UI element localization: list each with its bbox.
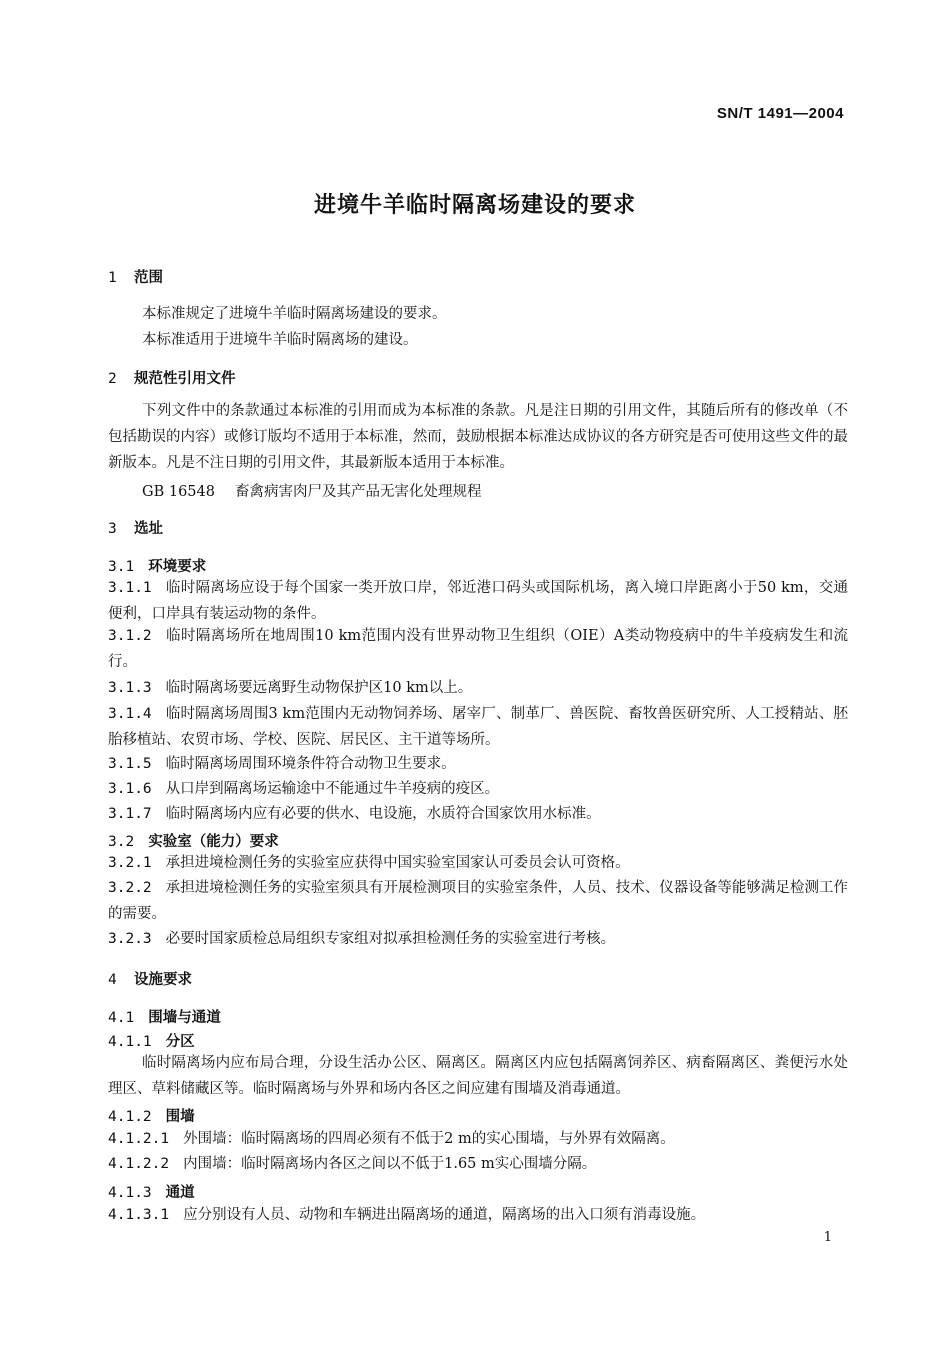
subsection-title: 围墙与通道 (148, 1010, 221, 1026)
subsection-title: 分区 (165, 1034, 195, 1050)
clause-number: 4.1.3.1 (108, 1207, 170, 1223)
section-number: 3 (108, 521, 117, 537)
clause-text: 临时隔离场周围环境条件符合动物卫生要求。 (165, 756, 456, 772)
clause (108, 575, 848, 627)
section-4-heading (108, 968, 192, 989)
clause-text: 承担进境检测任务的实验室须具有开展检测项目的实验室条件，人员、技术、仪器设备等能够满足检测工作的需要。 (108, 880, 848, 922)
clause-number: 3.1.4 (108, 706, 152, 722)
clause (108, 1151, 848, 1177)
section-number: 4 (108, 972, 117, 988)
clause (108, 801, 848, 827)
clause (108, 1126, 848, 1152)
subsection-title: 实验室（能力）要求 (148, 834, 279, 850)
clause (108, 751, 848, 777)
normative-reference (142, 480, 481, 501)
clause-text: 临时隔离场内应有必要的供水、电设施，水质符合国家饮用水标准。 (165, 806, 601, 822)
reference-title: 畜禽病害肉尸及其产品无害化处理规程 (234, 484, 482, 500)
section-number: 2 (108, 371, 117, 387)
clause-number: 3.2.1 (108, 855, 152, 871)
clause-text: 临时隔离场要远离野生动物保护区10 km以上。 (165, 680, 473, 696)
clause-number: 3.1.1 (108, 580, 152, 596)
clause (108, 701, 848, 753)
clause-number: 4.1.2.1 (108, 1131, 170, 1147)
clause-number: 3.1.6 (108, 781, 152, 797)
clause-number: 3.1.3 (108, 680, 152, 696)
clause-number: 4.1.2.2 (108, 1156, 170, 1172)
clause (108, 850, 848, 876)
paragraph: 本标准适用于进境牛羊临时隔离场的建设。 (142, 332, 418, 348)
paragraph: 下列文件中的条款通过本标准的引用而成为本标准的条款。凡是注日期的引用文件，其随后所有的修改单（不包括勘误的内容）或修订版均不适用于本标准，然而，鼓励根据本标准达成协议的各方研究是否可使用这些文件的最新版本。凡是不注日期的引用文件，其最新版本适用于本标准。 (108, 403, 848, 471)
subsection-number: 4.1.3 (108, 1185, 152, 1201)
clause-text: 临时隔离场周围3 km范围内无动物饲养场、屠宰厂、制革厂、兽医院、畜牧兽医研究所、人工授精站、胚胎移植站、农贸市场、学校、医院、居民区、主干道等场所。 (108, 706, 848, 748)
subsection-heading (108, 1006, 221, 1027)
subsection-title: 通道 (165, 1185, 195, 1201)
reference-standard: GB 16548 (142, 484, 215, 500)
clause-text: 临时隔离场所在地周围10 km范围内没有世界动物卫生组织（OIE）A类动物疫病中的牛羊疫病发生和流行。 (108, 628, 848, 670)
clause (108, 875, 848, 927)
page-number: 1 (823, 1230, 832, 1245)
subsection-heading (108, 555, 206, 576)
subsection-number: 3.2 (108, 834, 135, 850)
subsection-number: 4.1.1 (108, 1034, 152, 1050)
clause-text: 临时隔离场应设于每个国家一类开放口岸，邻近港口码头或国际机场，离入境口岸距离小于50 km，交通便利，口岸具有装运动物的条件。 (108, 580, 848, 622)
subsection-heading (108, 1181, 195, 1202)
paragraph: 本标准规定了进境牛羊临时隔离场建设的要求。 (142, 306, 447, 322)
section-number: 1 (108, 270, 117, 286)
subsection-number: 4.1.2 (108, 1109, 152, 1125)
standard-code: SN/T 1491—2004 (716, 105, 844, 122)
clause (108, 675, 848, 701)
clause-text: 内围墙：临时隔离场内各区之间以不低于1.65 m实心围墙分隔。 (183, 1156, 597, 1172)
section-title: 规范性引用文件 (134, 371, 236, 387)
clause (108, 1202, 848, 1228)
document-title: 进境牛羊临时隔离场建设的要求 (313, 193, 636, 218)
subsection-number: 4.1 (108, 1010, 135, 1026)
subsection-title: 环境要求 (148, 559, 207, 575)
clause-number: 3.2.3 (108, 931, 152, 947)
section-title: 范围 (134, 270, 163, 286)
clause-text: 承担进境检测任务的实验室应获得中国实验室国家认可委员会认可资格。 (165, 855, 630, 871)
clause-text: 外围墙：临时隔离场的四周必须有不低于2 m的实心围墙，与外界有效隔离。 (183, 1131, 675, 1147)
clause (108, 926, 848, 952)
clause-text: 从口岸到隔离场运输途中不能通过牛羊疫病的疫区。 (165, 781, 500, 797)
subsection-heading (108, 1105, 195, 1126)
subsection-title: 围墙 (165, 1109, 195, 1125)
clause-number: 3.1.5 (108, 756, 152, 772)
clause-number: 3.1.2 (108, 628, 152, 644)
section-1-heading (108, 266, 163, 287)
subsection-heading (108, 1030, 195, 1051)
section-title: 设施要求 (134, 972, 192, 988)
clause-text: 必要时国家质检总局组织专家组对拟承担检测任务的实验室进行考核。 (165, 931, 616, 947)
clause-text: 应分别设有人员、动物和车辆进出隔离场的通道，隔离场的出入口须有消毒设施。 (183, 1207, 706, 1223)
subsection-heading (108, 830, 279, 851)
clause (108, 776, 848, 802)
paragraph: 临时隔离场内应布局合理，分设生活办公区、隔离区。隔离区内应包括隔离饲养区、病畜隔离区、粪便污水处理区、草料储藏区等。临时隔离场与外界和场内各区之间应建有围墙及消毒通道。 (108, 1055, 848, 1097)
section-title: 选址 (134, 521, 163, 537)
clause-number: 3.1.7 (108, 806, 152, 822)
subsection-number: 3.1 (108, 559, 135, 575)
section-2-heading (108, 367, 236, 388)
clause-number: 3.2.2 (108, 880, 152, 896)
section-3-heading (108, 517, 163, 538)
clause (108, 623, 848, 675)
